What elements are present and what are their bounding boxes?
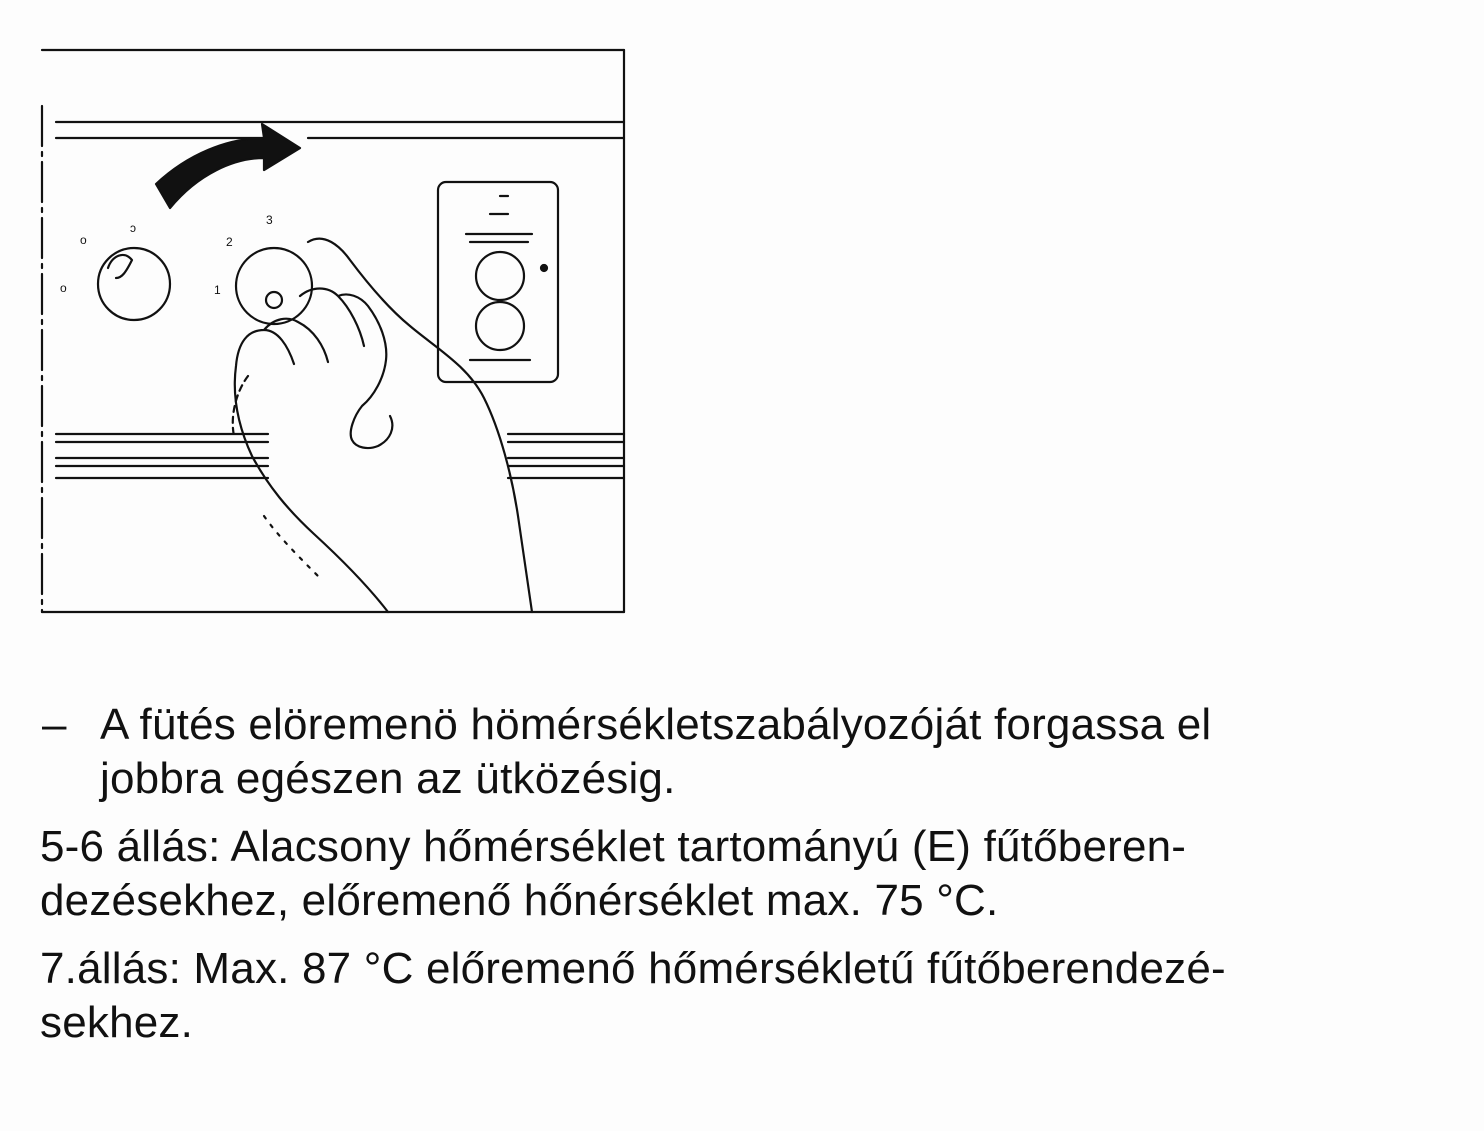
svg-text:2: 2	[226, 235, 233, 249]
instruction-bullet	[40, 698, 1440, 806]
instruction-text	[40, 698, 1440, 1064]
left-dial	[60, 221, 170, 320]
rotate-right-arrow-icon	[156, 124, 300, 208]
svg-text:ɔ: ɔ	[130, 221, 136, 235]
bullet-marker: –	[42, 700, 67, 749]
position-5-6-line-2: dezésekhez, előremenő hőnérséklet max. 75 °C.	[40, 876, 999, 925]
bullet-line-2: jobbra egészen az ütközésig.	[100, 754, 676, 803]
temperature-dial	[214, 213, 312, 324]
bullet-line-1: A fütés elöremenö hömérsékletszabályozóját forgassa el	[100, 700, 1212, 749]
svg-text:3: 3	[266, 213, 273, 227]
svg-text:o: o	[80, 233, 87, 247]
position-7-paragraph	[40, 942, 1440, 1050]
position-7-line-2: sekhez.	[40, 998, 194, 1047]
position-5-6-line-1: 5-6 állás: Alacsony hőmérséklet tartományú (E) fűtőberen-	[40, 822, 1187, 871]
svg-text:o: o	[60, 281, 67, 295]
digital-display	[438, 182, 558, 382]
position-5-6-paragraph	[40, 820, 1440, 928]
boiler-control-illustration	[38, 46, 628, 616]
panel-frame	[42, 50, 624, 612]
svg-text:1: 1	[214, 283, 221, 297]
position-7-line-1: 7.állás: Max. 87 °C előremenő hőmérsékletű fűtőberendezé-	[40, 944, 1226, 993]
